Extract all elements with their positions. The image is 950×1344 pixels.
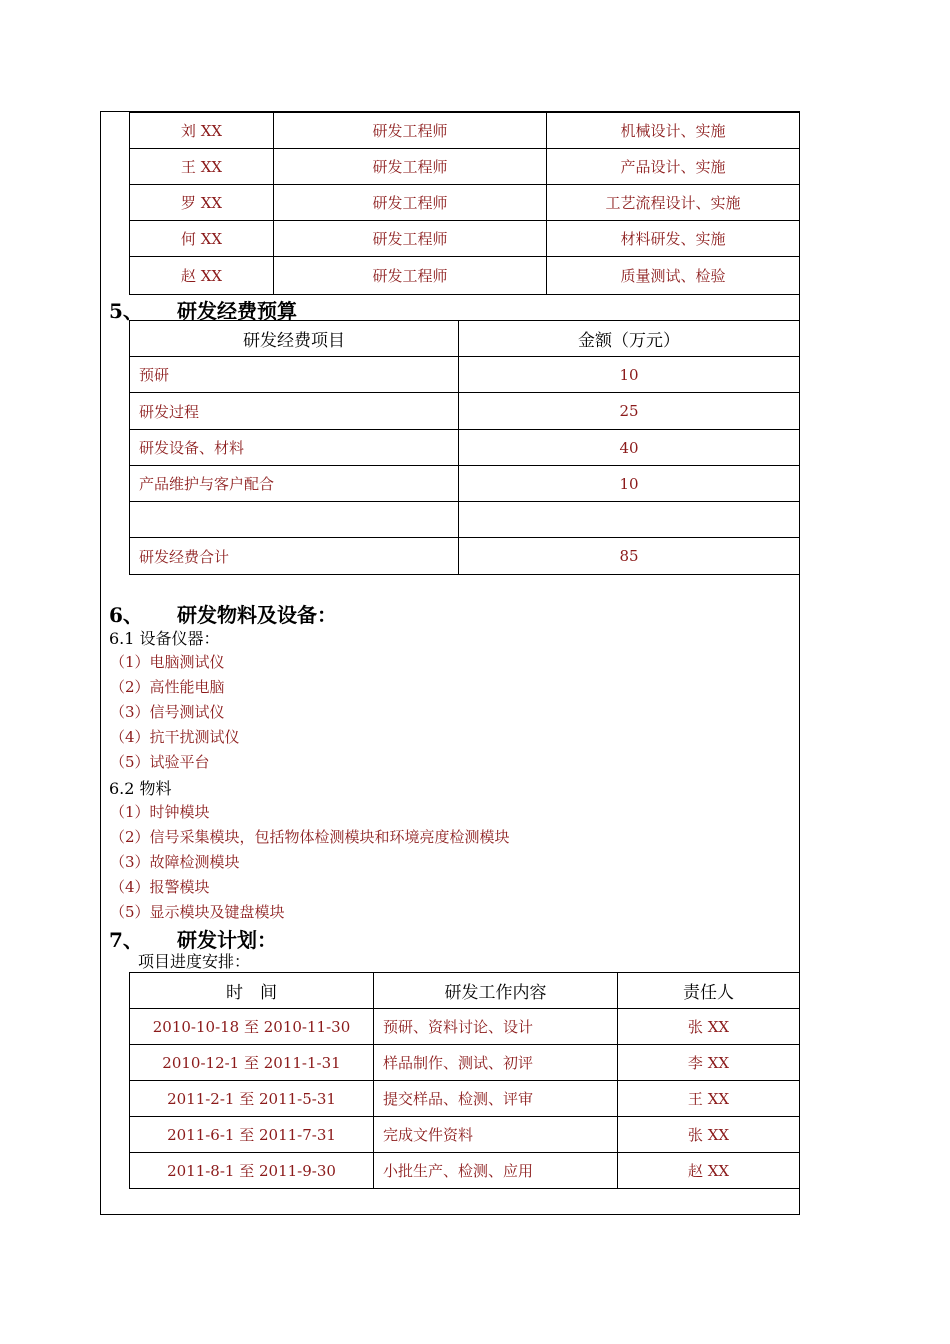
budget-item: 研发设备、材料: [130, 430, 459, 466]
schedule-time: 2011-8-1 至 2011-9-30: [130, 1153, 374, 1189]
staff-name: 罗 XX: [130, 185, 274, 221]
schedule-table: [129, 972, 800, 1189]
list-item: （3）故障检测模块: [110, 853, 240, 871]
staff-name: 何 XX: [130, 221, 274, 257]
staff-duty: 质量测试、检验: [547, 257, 800, 295]
list-item: （3）信号测试仪: [110, 703, 225, 721]
table-row: [130, 1081, 800, 1117]
list-item: （4）抗干扰测试仪: [110, 728, 240, 746]
subsection-materials: 6.2 物料: [109, 779, 172, 798]
budget-item: 预研: [130, 357, 459, 393]
column-header: 金额（万元）: [459, 321, 800, 357]
table-row: [130, 357, 800, 393]
table-row: [130, 1153, 800, 1189]
table-row: [130, 221, 800, 257]
column-header: 研发经费项目: [130, 321, 459, 357]
table-row: [130, 113, 800, 149]
schedule-time: 2010-12-1 至 2011-1-31: [130, 1045, 374, 1081]
table-header-row: [130, 973, 800, 1009]
schedule-work: 完成文件资料: [374, 1117, 618, 1153]
schedule-owner: 张 XX: [618, 1117, 800, 1153]
section-title: 研发计划：: [177, 928, 277, 952]
section-title: 研发经费预算: [177, 299, 297, 323]
budget-amount: 10: [459, 357, 800, 393]
schedule-intro: 项目进度安排：: [138, 952, 251, 971]
table-row: [130, 149, 800, 185]
list-item: （4）报警模块: [110, 878, 210, 896]
budget-item: [130, 502, 459, 538]
subsection-equipment: 6.1 设备仪器：: [109, 629, 220, 648]
budget-amount: [459, 502, 800, 538]
table-row: [130, 1117, 800, 1153]
list-item: （2）信号采集模块，包括物体检测模块和环境亮度检测模块: [110, 828, 510, 846]
schedule-work: 提交样品、检测、评审: [374, 1081, 618, 1117]
table-row: [130, 538, 800, 575]
budget-item: 产品维护与客户配合: [130, 466, 459, 502]
staff-duty: 材料研发、实施: [547, 221, 800, 257]
schedule-time: 2010-10-18 至 2010-11-30: [130, 1009, 374, 1045]
list-item: （1）电脑测试仪: [110, 653, 225, 671]
section-number: 7、: [109, 928, 143, 952]
budget-amount: 25: [459, 393, 800, 430]
staff-table: [129, 112, 800, 295]
schedule-owner: 张 XX: [618, 1009, 800, 1045]
schedule-owner: 王 XX: [618, 1081, 800, 1117]
section-number: 5、: [109, 299, 143, 323]
schedule-work: 样品制作、测试、初评: [374, 1045, 618, 1081]
staff-name: 刘 XX: [130, 113, 274, 149]
column-header: 时 间: [130, 973, 374, 1009]
staff-role: 研发工程师: [274, 149, 547, 185]
budget-amount: 10: [459, 466, 800, 502]
column-header: 研发工作内容: [374, 973, 618, 1009]
schedule-owner: 赵 XX: [618, 1153, 800, 1189]
list-item: （5）试验平台: [110, 753, 210, 771]
table-row: [130, 430, 800, 466]
list-item: （2）高性能电脑: [110, 678, 225, 696]
staff-name: 赵 XX: [130, 257, 274, 295]
table-row: [130, 393, 800, 430]
table-header-row: [130, 321, 800, 357]
budget-amount: 40: [459, 430, 800, 466]
staff-role: 研发工程师: [274, 113, 547, 149]
staff-role: 研发工程师: [274, 185, 547, 221]
schedule-owner: 李 XX: [618, 1045, 800, 1081]
table-row: [130, 257, 800, 295]
schedule-work: 小批生产、检测、应用: [374, 1153, 618, 1189]
table-row: [130, 185, 800, 221]
list-item: （1）时钟模块: [110, 803, 210, 821]
schedule-time: 2011-6-1 至 2011-7-31: [130, 1117, 374, 1153]
staff-role: 研发工程师: [274, 257, 547, 295]
staff-role: 研发工程师: [274, 221, 547, 257]
budget-table: [129, 320, 800, 575]
section-number: 6、: [109, 603, 143, 627]
schedule-work: 预研、资料讨论、设计: [374, 1009, 618, 1045]
staff-name: 王 XX: [130, 149, 274, 185]
column-header: 责任人: [618, 973, 800, 1009]
section-title: 研发物料及设备：: [177, 603, 337, 627]
staff-duty: 产品设计、实施: [547, 149, 800, 185]
table-row: [130, 1009, 800, 1045]
table-row: [130, 466, 800, 502]
budget-item: 研发经费合计: [130, 538, 459, 575]
budget-amount: 85: [459, 538, 800, 575]
table-row: [130, 502, 800, 538]
list-item: （5）显示模块及键盘模块: [110, 903, 285, 921]
staff-duty: 工艺流程设计、实施: [547, 185, 800, 221]
schedule-time: 2011-2-1 至 2011-5-31: [130, 1081, 374, 1117]
staff-duty: 机械设计、实施: [547, 113, 800, 149]
table-row: [130, 1045, 800, 1081]
budget-item: 研发过程: [130, 393, 459, 430]
section-6-heading: [109, 599, 337, 628]
